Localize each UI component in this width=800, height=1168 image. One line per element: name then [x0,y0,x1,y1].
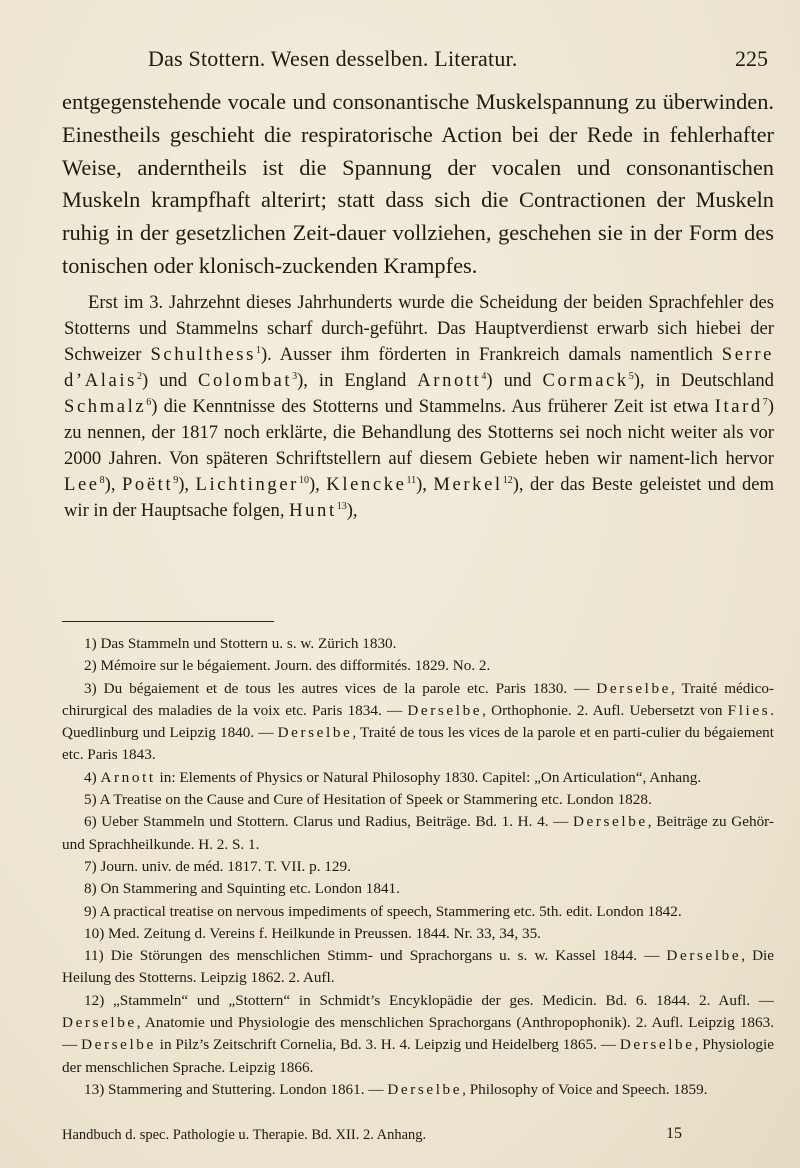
footnote-6 [62,811,774,856]
footnote-8: 8) On Stammering and Squinting etc. London 1841. [84,880,400,898]
text-run: ) die Kenntnisse des Stotterns und Stammelns. Aus früherer Zeit ist etwa [151,395,715,417]
author-name: Derselbe [572,813,648,831]
text-run: ). Ausser ihm förderten in Frankreich damals namentlich [260,343,722,365]
author-name: Derselbe [62,1014,137,1032]
text-run: , Orthophonie. 2. Aufl. Uebersetzt von [482,701,728,719]
main-text [62,86,774,524]
author-name: Arnott [417,369,482,391]
author-name: Schulthess [150,343,256,365]
text-run: 11) Die Störungen des menschlichen Stimm- und Sprachorgans u. s. w. Kassel 1844. — [84,947,667,965]
text-run: ) zu nennen, der 1817 noch erklärte, die Behandlung des Stotterns sei noch nicht weiter als vor 2000 Jahren. Von späteren Schriftstellern auf diesem Gebiete heben wir nament-lich hervor [64,395,774,469]
author-name: Merkel [433,473,503,495]
footnote-ref: 7 [762,396,768,408]
text-run: Erst im 3. Jahrzehnt dieses Jahrhunderts wurde die Scheidung der beiden Sprachfehler des Stotterns und Stammelns scharf durch-geführt. Das Hauptverdienst erwarb sich hiebei der Schweizer [64,291,774,365]
author-name: Hunt [289,499,337,521]
footnote-ref: 4 [481,370,487,382]
text-run: , Traité médico-chirurgical des maladies de la voix etc. Paris 1834. — [62,679,774,719]
text-run: ), der das Beste geleistet und dem wir in der Hauptsache folgen, [64,473,774,521]
author-name: Schmalz [64,395,147,417]
text-run: 12) „Stammeln“ und „Stottern“ in Schmidt’s Encyklopädie der ges. Medicin. Bd. 6. 1844. 2. Aufl. — [84,991,774,1009]
author-name: Cormack [542,369,629,391]
text-run: , Beiträge zu Gehör- und Sprachheilkunde. H. 2. S. 1. [62,813,774,853]
author-name: Poëtt [121,473,174,495]
author-name: Flies [727,701,771,719]
text-run: , Traité de tous les vices de la parole et en parti-culier du bégaiement etc. Paris 1843. [62,724,774,764]
text-run: ), [346,499,358,521]
text-run: ) und [486,369,543,391]
footnote-12 [62,990,774,1079]
footnote-2: 2) Mémoire sur le bégaiement. Journ. des difformités. 1829. No. 2. [84,657,491,675]
text-run: 6) Ueber Stammeln und Stottern. Clarus und Radius, Beiträge. Bd. 1. H. 4. — [84,813,573,831]
text-run: , Physiologie der menschlichen Sprache. Leipzig 1866. [62,1036,774,1076]
author-name: Derselbe [387,1080,463,1098]
footnote-ref: 12 [502,474,513,486]
footnote-ref: 2 [136,370,142,382]
author-name: Lee [64,473,100,495]
running-header [60,44,768,74]
text-run: ), in England [297,369,418,391]
text-run: ), [178,473,196,495]
author-name: Derselbe [619,1036,695,1054]
text-run: ), [308,473,327,495]
running-title: Das Stottern. Wesen desselben. Literatur. [148,46,518,71]
text-run: in Pilz’s Zeitschrift Cornelia, Bd. 3. H. 4. Leipzig und Heidelberg 1865. — [155,1036,620,1054]
footnote-10: 10) Med. Zeitung d. Vereins f. Heilkunde in Preussen. 1844. Nr. 33, 34, 35. [84,924,541,942]
footnote-ref: 13 [336,500,347,512]
footnote-7: 7) Journ. univ. de méd. 1817. T. VII. p. 129. [84,857,351,875]
author-name: Colombat [197,369,293,391]
author-name: Klencke [326,473,407,495]
text-run: , Anatomie und Physiologie des menschlichen Sprachorgans (Anthropophonik). 2. Aufl. Leipzig 1863. — [62,1014,774,1054]
page-footer [62,1127,774,1149]
footnote-ref: 5 [628,370,634,382]
footnote-11 [62,945,774,990]
footnote-ref: 1 [255,344,261,356]
footnote-1: 1) Das Stammeln und Stottern u. s. w. Zürich 1830. [84,635,397,652]
author-name: Derselbe [666,947,742,965]
text-run: in: Elements of Physics or Natural Philosophy 1830. Capitel: „On Articulation“, Anhang. [155,768,702,786]
page-number: 225 [735,46,768,71]
footnotes [62,633,774,1101]
footnote-ref: 8 [99,474,105,486]
author-name: Derselbe [277,724,353,742]
footnote-9: 9) A practical treatise on nervous impediments of speech, Stammering etc. 5th. edit. London 1842. [84,902,682,920]
footnote-divider [62,621,274,622]
author-name: Arnott [100,768,156,786]
author-name: Itard [714,395,763,417]
paragraph-1: entgegenstehende vocale und consonantische Muskelspannung zu überwinden. Einestheils geschieht die respiratorische Action bei der Rede in fehlerhafter Weise, anderntheils ist die Spannung der vocalen und consonantischen Muskeln krampfhaft alterirt; statt dass sich die Contractionen der Muskeln ruhig in der gesetzlichen Zeit-dauer vollziehen, geschehen sie in der Form des tonischen oder klonisch-zuckenden Krampfes. [62,89,774,278]
source-line: Handbuch d. spec. Pathologie u. Therapie. Bd. XII. 2. Anhang. [62,1127,427,1143]
text-run: ) und [141,369,198,391]
signature-mark: 15 [666,1125,682,1142]
footnote-ref: 3 [292,370,298,382]
footnote-ref: 11 [406,474,417,486]
author-name: Derselbe [407,701,483,719]
author-name: Derselbe [81,1036,156,1054]
footnote-13 [62,1079,774,1101]
footnote-4 [62,767,774,789]
text-run: 3) Du bégaiement et de tous les autres vices de la parole etc. Paris 1830. — [84,679,597,697]
text-run: ), [104,473,122,495]
author-name: Derselbe [596,679,672,697]
text-run: , Die Heilung des Stotterns. Leipzig 1862. 2. Aufl. [62,947,774,987]
author-name: Lichtinger [195,473,299,495]
text-run: 13) Stammering and Stuttering. London 1861. — [84,1080,388,1098]
author-name: Serre d’Alais [64,343,774,391]
footnote-ref: 6 [146,396,152,408]
footnote-3 [62,678,774,767]
paragraph-2 [62,290,774,524]
footnote-ref: 10 [298,474,309,486]
text-run: , Philosophy of Voice and Speech. 1859. [462,1080,708,1098]
text-run: ), in Deutschland [633,369,774,391]
text-run: 4) [84,768,101,786]
footnote-5: 5) A Treatise on the Cause and Cure of Hesitation of Speek or Stammering etc. London 1828. [84,791,652,809]
footnote-ref: 9 [173,474,179,486]
text-run: ), [416,473,434,495]
text-run: . Quedlinburg und Leipzig 1840. — [62,701,775,742]
